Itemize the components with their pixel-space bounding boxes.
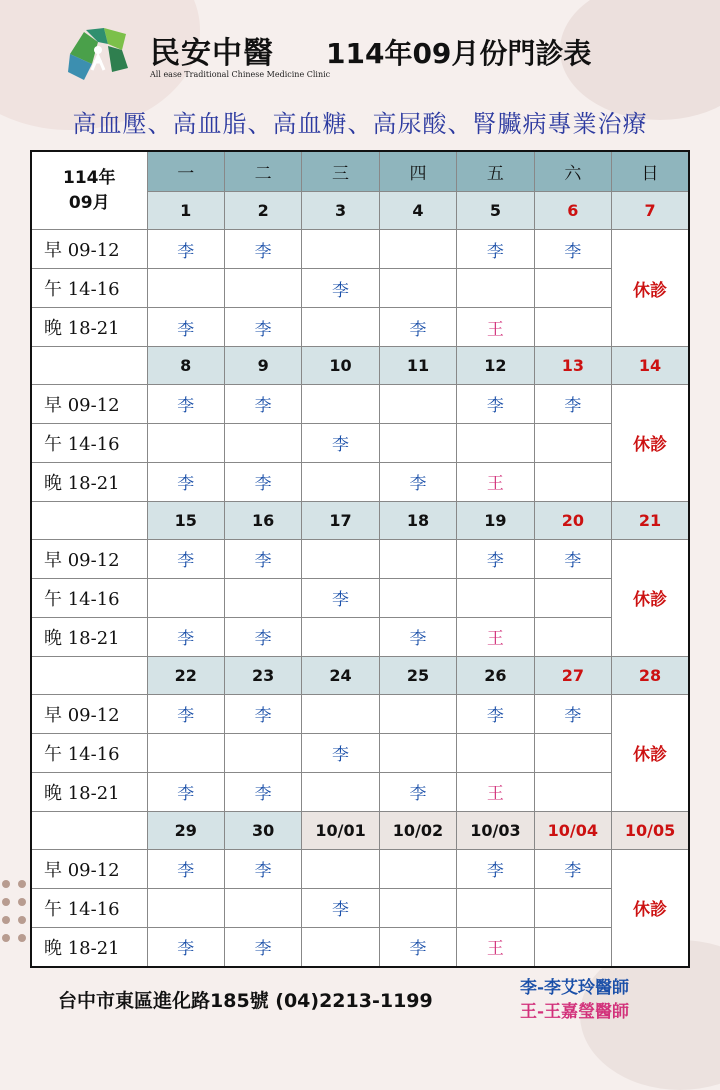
doctor-li-mark: 李 xyxy=(177,241,195,262)
time-slot-label: 午 14-16 xyxy=(31,269,147,308)
doctor-li-mark: 李 xyxy=(177,629,195,650)
schedule-cell xyxy=(457,927,534,967)
schedule-cell xyxy=(224,384,301,423)
schedule-cell xyxy=(379,772,456,811)
doctor-li-mark: 李 xyxy=(564,861,582,882)
time-slot-label: 午 14-16 xyxy=(31,888,147,927)
schedule-cell xyxy=(302,539,379,578)
date-row-spacer xyxy=(31,501,147,539)
date-cell: 12 xyxy=(457,347,534,385)
doctor-li-mark: 李 xyxy=(254,241,272,262)
schedule-cell xyxy=(379,230,456,269)
doctor-li-mark: 李 xyxy=(564,551,582,572)
weekday-header: 四 xyxy=(379,151,456,192)
schedule-cell xyxy=(147,423,224,462)
doctor-li-mark: 李 xyxy=(332,280,350,301)
schedule-cell xyxy=(534,888,611,927)
sunday-closed-label: 休診 xyxy=(612,539,689,656)
date-cell: 10/02 xyxy=(379,811,456,849)
weekday-header: 三 xyxy=(302,151,379,192)
doctor-li-mark: 李 xyxy=(332,745,350,766)
schedule-cell xyxy=(534,423,611,462)
schedule-cell xyxy=(457,230,534,269)
schedule-cell xyxy=(302,384,379,423)
date-cell: 24 xyxy=(302,656,379,694)
schedule-cell xyxy=(379,462,456,501)
date-cell: 23 xyxy=(224,656,301,694)
doctor-li-mark: 李 xyxy=(486,241,504,262)
clinic-logo-icon xyxy=(64,24,138,84)
time-slot-label: 早 09-12 xyxy=(31,230,147,269)
date-row-spacer xyxy=(31,811,147,849)
date-cell: 16 xyxy=(224,501,301,539)
doctor-li-mark: 李 xyxy=(254,551,272,572)
date-cell: 20 xyxy=(534,501,611,539)
schedule-cell xyxy=(457,308,534,347)
schedule-cell xyxy=(534,308,611,347)
schedule-cell xyxy=(147,849,224,888)
time-slot-label: 晚 18-21 xyxy=(31,308,147,347)
schedule-cell xyxy=(534,462,611,501)
schedule-cell xyxy=(147,733,224,772)
doctor-li-mark: 李 xyxy=(332,435,350,456)
doctor-li-mark: 李 xyxy=(177,396,195,417)
schedule-cell xyxy=(457,578,534,617)
date-cell: 25 xyxy=(379,656,456,694)
schedule-cell xyxy=(457,423,534,462)
doctor-li-mark: 李 xyxy=(177,784,195,805)
date-cell: 7 xyxy=(612,192,689,230)
month-label xyxy=(31,151,147,230)
time-slot-label: 早 09-12 xyxy=(31,849,147,888)
schedule-cell xyxy=(379,539,456,578)
schedule-cell xyxy=(224,269,301,308)
weekday-header: 日 xyxy=(612,151,689,192)
date-cell: 1 xyxy=(147,192,224,230)
sunday-closed-label: 休診 xyxy=(612,230,689,347)
doctor-li-mark: 李 xyxy=(177,706,195,727)
time-slot-label: 午 14-16 xyxy=(31,423,147,462)
schedule-cell xyxy=(224,849,301,888)
schedule-cell xyxy=(457,269,534,308)
date-cell: 9 xyxy=(224,347,301,385)
time-slot-label: 早 09-12 xyxy=(31,694,147,733)
legend-li: 李-李艾玲醫師 xyxy=(520,978,630,998)
schedule-cell xyxy=(224,617,301,656)
time-slot-label: 晚 18-21 xyxy=(31,927,147,967)
time-slot-label: 午 14-16 xyxy=(31,578,147,617)
schedule-cell xyxy=(302,269,379,308)
clinic-schedule-table xyxy=(30,150,690,968)
schedule-cell xyxy=(379,888,456,927)
schedule-cell xyxy=(147,694,224,733)
doctor-legend xyxy=(520,976,629,1024)
schedule-cell xyxy=(534,772,611,811)
header xyxy=(64,20,684,90)
month-year: 114年 xyxy=(63,167,116,188)
schedule-cell xyxy=(302,308,379,347)
schedule-cell xyxy=(534,733,611,772)
page-title: 114年09月份門診表 xyxy=(326,37,592,70)
schedule-cell xyxy=(457,694,534,733)
clinic-address: 台中市東區進化路185號 (04)2213-1199 xyxy=(58,990,433,1012)
weekday-header: 六 xyxy=(534,151,611,192)
schedule-cell xyxy=(224,733,301,772)
date-cell: 8 xyxy=(147,347,224,385)
doctor-li-mark: 李 xyxy=(564,396,582,417)
time-slot-label: 早 09-12 xyxy=(31,384,147,423)
doctor-li-mark: 李 xyxy=(254,939,272,960)
weekday-header: 二 xyxy=(224,151,301,192)
schedule-cell xyxy=(302,578,379,617)
date-cell: 22 xyxy=(147,656,224,694)
schedule-cell xyxy=(302,927,379,967)
schedule-cell xyxy=(534,927,611,967)
schedule-cell xyxy=(379,423,456,462)
schedule-cell xyxy=(147,308,224,347)
date-cell: 11 xyxy=(379,347,456,385)
time-slot-label: 晚 18-21 xyxy=(31,772,147,811)
schedule-cell xyxy=(302,849,379,888)
schedule-cell xyxy=(534,578,611,617)
date-cell: 10/04 xyxy=(534,811,611,849)
doctor-li-mark: 李 xyxy=(486,396,504,417)
schedule-cell xyxy=(534,539,611,578)
date-cell: 10/05 xyxy=(612,811,689,849)
schedule-cell xyxy=(224,462,301,501)
schedule-cell xyxy=(147,462,224,501)
date-cell: 30 xyxy=(224,811,301,849)
schedule-cell xyxy=(224,230,301,269)
clinic-name: 民安中醫 xyxy=(150,36,274,71)
doctor-wang-mark: 王 xyxy=(486,319,504,340)
schedule-cell xyxy=(534,230,611,269)
date-cell: 6 xyxy=(534,192,611,230)
time-slot-label: 早 09-12 xyxy=(31,539,147,578)
schedule-cell xyxy=(147,888,224,927)
schedule-cell xyxy=(379,849,456,888)
doctor-li-mark: 李 xyxy=(332,900,350,921)
schedule-cell xyxy=(379,733,456,772)
sunday-closed-label: 休診 xyxy=(612,849,689,967)
schedule-cell xyxy=(379,578,456,617)
doctor-wang-mark: 王 xyxy=(486,784,504,805)
doctor-li-mark: 李 xyxy=(254,706,272,727)
doctor-li-mark: 李 xyxy=(254,319,272,340)
date-row-spacer xyxy=(31,656,147,694)
clinic-name-english: All ease Traditional Chinese Medicine Clinic xyxy=(150,70,331,79)
time-slot-label: 晚 18-21 xyxy=(31,617,147,656)
time-slot-label: 晚 18-21 xyxy=(31,462,147,501)
doctor-li-mark: 李 xyxy=(177,861,195,882)
schedule-cell xyxy=(224,927,301,967)
weekday-header: 五 xyxy=(457,151,534,192)
sunday-closed-label: 休診 xyxy=(612,384,689,501)
schedule-cell xyxy=(534,617,611,656)
date-cell: 2 xyxy=(224,192,301,230)
date-cell: 17 xyxy=(302,501,379,539)
doctor-li-mark: 李 xyxy=(177,939,195,960)
doctor-li-mark: 李 xyxy=(177,319,195,340)
schedule-cell xyxy=(457,617,534,656)
schedule-cell xyxy=(224,578,301,617)
date-cell: 26 xyxy=(457,656,534,694)
schedule-cell xyxy=(379,617,456,656)
doctor-li-mark: 李 xyxy=(409,319,427,340)
doctor-li-mark: 李 xyxy=(177,474,195,495)
schedule-cell xyxy=(457,772,534,811)
doctor-wang-mark: 王 xyxy=(486,474,504,495)
schedule-cell xyxy=(302,733,379,772)
schedule-cell xyxy=(457,539,534,578)
date-cell: 21 xyxy=(612,501,689,539)
doctor-li-mark: 李 xyxy=(254,629,272,650)
schedule-cell xyxy=(534,269,611,308)
doctor-wang-mark: 王 xyxy=(486,939,504,960)
sunday-closed-label: 休診 xyxy=(612,694,689,811)
schedule-cell xyxy=(302,888,379,927)
doctor-wang-mark: 王 xyxy=(486,629,504,650)
doctor-li-mark: 李 xyxy=(409,474,427,495)
schedule-cell xyxy=(302,694,379,733)
schedule-cell xyxy=(379,269,456,308)
schedule-cell xyxy=(379,694,456,733)
schedule-cell xyxy=(379,927,456,967)
date-cell: 19 xyxy=(457,501,534,539)
schedule-cell xyxy=(457,733,534,772)
doctor-li-mark: 李 xyxy=(254,474,272,495)
date-cell: 29 xyxy=(147,811,224,849)
doctor-li-mark: 李 xyxy=(564,241,582,262)
schedule-cell xyxy=(302,772,379,811)
doctor-li-mark: 李 xyxy=(254,861,272,882)
schedule-cell xyxy=(147,384,224,423)
schedule-cell xyxy=(224,888,301,927)
doctor-li-mark: 李 xyxy=(177,551,195,572)
schedule-cell xyxy=(147,269,224,308)
date-cell: 13 xyxy=(534,347,611,385)
schedule-cell xyxy=(457,384,534,423)
schedule-cell xyxy=(224,772,301,811)
date-cell: 18 xyxy=(379,501,456,539)
schedule-cell xyxy=(147,927,224,967)
date-cell: 10 xyxy=(302,347,379,385)
schedule-cell xyxy=(147,578,224,617)
schedule-cell xyxy=(457,849,534,888)
doctor-li-mark: 李 xyxy=(254,396,272,417)
date-cell: 10/01 xyxy=(302,811,379,849)
schedule-cell xyxy=(147,230,224,269)
schedule-cell xyxy=(302,617,379,656)
legend-wang: 王-王嘉瑩醫師 xyxy=(520,1002,630,1022)
schedule-cell xyxy=(534,849,611,888)
schedule-cell xyxy=(302,423,379,462)
schedule-cell xyxy=(534,694,611,733)
date-row-spacer xyxy=(31,347,147,385)
date-cell: 10/03 xyxy=(457,811,534,849)
time-slot-label: 午 14-16 xyxy=(31,733,147,772)
date-cell: 4 xyxy=(379,192,456,230)
date-cell: 3 xyxy=(302,192,379,230)
schedule-cell xyxy=(534,384,611,423)
schedule-cell xyxy=(147,772,224,811)
schedule-cell xyxy=(379,308,456,347)
doctor-li-mark: 李 xyxy=(486,706,504,727)
schedule-cell xyxy=(457,462,534,501)
date-cell: 5 xyxy=(457,192,534,230)
date-cell: 28 xyxy=(612,656,689,694)
schedule-cell xyxy=(147,617,224,656)
month-month: 09月 xyxy=(68,192,110,213)
date-cell: 27 xyxy=(534,656,611,694)
doctor-li-mark: 李 xyxy=(486,861,504,882)
doctor-li-mark: 李 xyxy=(332,590,350,611)
date-cell: 15 xyxy=(147,501,224,539)
schedule-cell xyxy=(302,462,379,501)
specialty-subtitle: 高血壓、高血脂、高血糖、高尿酸、腎臟病專業治療 xyxy=(72,110,648,138)
schedule-cell xyxy=(302,230,379,269)
doctor-li-mark: 李 xyxy=(409,784,427,805)
doctor-li-mark: 李 xyxy=(409,939,427,960)
schedule-cell xyxy=(224,539,301,578)
date-cell: 14 xyxy=(612,347,689,385)
doctor-li-mark: 李 xyxy=(486,551,504,572)
schedule-cell xyxy=(224,423,301,462)
schedule-cell xyxy=(457,888,534,927)
schedule-cell xyxy=(224,308,301,347)
schedule-cell xyxy=(147,539,224,578)
doctor-li-mark: 李 xyxy=(254,784,272,805)
schedule-cell xyxy=(379,384,456,423)
weekday-header: 一 xyxy=(147,151,224,192)
doctor-li-mark: 李 xyxy=(409,629,427,650)
doctor-li-mark: 李 xyxy=(564,706,582,727)
schedule-cell xyxy=(224,694,301,733)
